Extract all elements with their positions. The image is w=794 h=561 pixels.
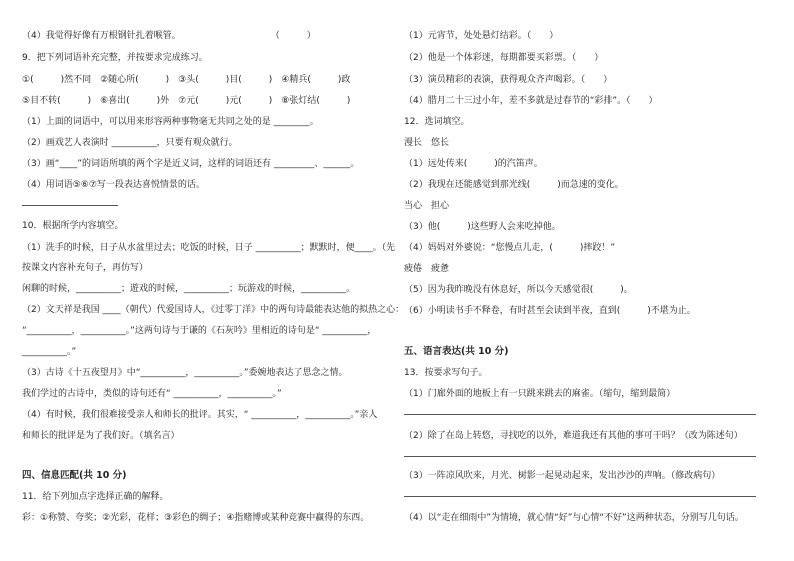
q9-words-row-2: ⑤目不转( ) ⑥喜出( )外 ⑦元( )元( ) ⑧张灯结( ) [22, 96, 351, 106]
q12-sub-1: （1）远处传来( )的汽笛声。 [404, 159, 543, 169]
answer-line [404, 414, 756, 415]
q10-sub-2-end: __________。” [22, 347, 77, 357]
q12-sub-3: （3）他( )这些野人会来吃掉他。 [404, 222, 561, 232]
q13-sub-2: （2）除了在岛上转悠，寻找吃的以外，难道我还有其他的事可干吗？（改为陈述句） [404, 431, 743, 441]
answer-line [404, 496, 756, 497]
q10-sub-4-cont: 和师长的批评是为了我们好。（填名言） [22, 431, 180, 441]
q12-sub-4: （4）妈妈对外婆说：“您慢点儿走，( )摔跤！” [404, 243, 616, 253]
q10-sub-2-cont: “__________，__________。”这两句诗与于谦的《石灰吟》里相近的诗句是“ __________， [22, 326, 377, 336]
word-pair-2: 当心 担心 [404, 201, 450, 211]
q11-item-1: （1）元宵节，处处悬灯结彩。（ ） [404, 31, 559, 41]
answer-line [404, 456, 756, 457]
q10-title: 10．根据所学内容填空。 [22, 221, 124, 231]
q9-sub-4: （4）用词语⑤⑥⑦写一段表达喜悦情景的话。 [22, 180, 205, 190]
q11-item-2: （2）他是一个体彩迷，每期都要买彩票。（ ） [404, 53, 604, 63]
q12-title: 12．选词填空。 [404, 117, 470, 127]
q10-sub-1: （1）洗手的时候，日子从水盆里过去；吃饭的时候，日子 __________；默默时，便____。（先 [22, 243, 396, 253]
q13-sub-1: （1）门廊外面的地板上有一只跳来跳去的麻雀。（缩句，缩到最简） [404, 389, 676, 399]
section-5-title: 五、语言表达(共 10 分) [404, 346, 509, 357]
q12-sub-6: （6）小明读书手不释卷，有时甚至会读到半夜，直到( )不堪为止。 [404, 306, 696, 316]
q11-definitions: 彩：①称赞、夸奖；②光彩，花样；③彩色的绸子；④指赌博或某种竞赛中赢得的东西。 [22, 513, 370, 523]
q9-sub-1: （1）上面的词语中，可以用来形容两种事物毫无共同之处的是 ________。 [22, 117, 319, 127]
q10-sub-2: （2）文天祥是我国 ____（朝代）代爱国诗人，《过零丁洋》中的两句诗最能表达他的拟热之心： [22, 305, 405, 315]
q10-sub-4: （4）有时候，我们很难接受亲人和师长的批评。其实，“ __________，__________。”亲人 [22, 410, 378, 420]
q11-title: 11．给下列加点字选择正确的解释。 [22, 492, 169, 502]
q9-words-row-1: ①( )然不同 ②随心所( ) ③头( )目( ) ④精兵( )政 [22, 75, 351, 85]
q12-sub-2: （2）我现在还能感觉到那光线( )而急速的变化。 [404, 180, 624, 190]
q10-sub-3: （3）古诗《十五夜望月》中“__________，__________。”委婉地表达了思念之情。 [22, 368, 348, 378]
q10-sub-1-cont: 按课文内容补充句子，再仿写） [22, 263, 149, 273]
q10-sub-3-cont: 我们学过的古诗中，类似的诗句还有“ __________，__________。” [22, 389, 282, 399]
word-pair-3: 疲倦 疲惫 [404, 264, 450, 274]
q13-title: 13．按要求写句子。 [404, 368, 488, 378]
q8-item-4: （4）我觉得好像有万根钢针扎着喉管。 （ ） [22, 31, 316, 41]
q9-title: 9．把下列词语补充完整，并按要求完成练习。 [22, 53, 208, 63]
q10-sub-1-fill: 闲聊的时候，__________；遊戏的时候，__________；玩游戏的时候，__________。 [22, 284, 356, 294]
q13-sub-3: （3）一阵凉风吹来，月光、树影一起晃动起来，发出沙沙的声响。（修改病句） [404, 471, 721, 481]
answer-line [22, 205, 118, 206]
q9-sub-2: （2）画戏艺人表演时 __________，只要有观众就行。 [22, 138, 238, 148]
q11-item-3: （3）演员精彩的表演，获得观众齐声喝彩。（ ） [404, 75, 613, 85]
q12-sub-5: （5）因为我昨晚没有休息好，所以今天感觉很( )。 [404, 285, 633, 295]
word-pair-1: 漫长 悠长 [404, 138, 450, 148]
q11-item-4: （4）腊月二十三过小年，差不多就是过春节的“彩排”。（ ） [404, 96, 658, 106]
q9-sub-3: （3）画“____”的词语所填的两个字是近义词，这样的词语还有 _________、______。 [22, 159, 360, 169]
q13-sub-4: （4）以“走在细雨中”为情境，就心情“好”与心情“不好”这两种状态，分别写几句话。 [404, 513, 744, 523]
section-4-title: 四、信息匹配(共 10 分) [22, 470, 127, 481]
